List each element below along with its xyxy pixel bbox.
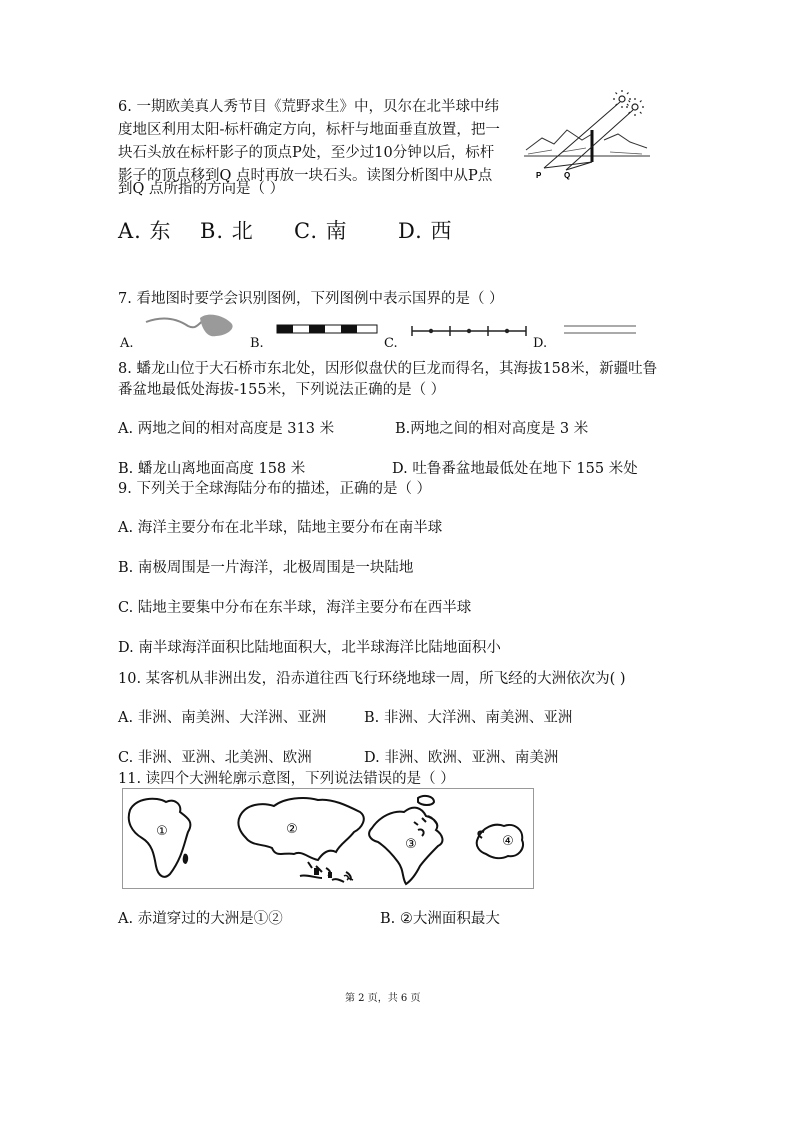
q6-line-1: 6. 一期欧美真人秀节目《荒野求生》中，贝尔在北半球中纬 xyxy=(118,99,499,115)
q6-line-4: 影子的顶点移到Q 点时再放一块石头。读图分析图中从P点 xyxy=(118,168,493,184)
q10-stem: 10. 某客机从非洲出发，沿赤道往西飞行环绕地球一周，所飞经的大洲依次为( ) xyxy=(118,671,626,687)
q8-option-a: A. 两地之间的相对高度是 313 米 xyxy=(118,421,335,437)
point-q-label: Q xyxy=(564,171,571,180)
q6-sun-pole-figure xyxy=(522,90,652,182)
q7-option-d-letter: D. xyxy=(533,336,548,351)
q8-option-c: B. 蟠龙山离地面高度 158 米 xyxy=(118,461,306,477)
q8-option-d: D. 吐鲁番盆地最低处在地下 155 米处 xyxy=(392,461,638,477)
q6-line-5: 到Q 点所指的方向是（ ） xyxy=(118,181,285,197)
q6-option-b: B. 北 xyxy=(200,219,254,243)
q11-option-a: A. 赤道穿过的大洲是①② xyxy=(118,911,283,927)
page-footer: 第 2 页，共 6 页 xyxy=(345,993,421,1004)
continent-asia xyxy=(238,798,363,860)
q9-stem: 9. 下列关于全球海陆分布的描述，正确的是（ ） xyxy=(118,481,432,497)
q6-option-d: D. 西 xyxy=(398,219,453,243)
q11-option-b: B. ②大洲面积最大 xyxy=(380,911,500,927)
q6-option-a: A. 东 xyxy=(118,219,172,243)
mountain-ridge xyxy=(526,130,647,150)
q8-line-1: 8. 蟠龙山位于大石桥市东北处，因形似盘伏的巨龙而得名，其海拔158米，新疆吐鲁 xyxy=(118,361,658,377)
q6-line-3: 块石头放在标杆影子的顶点P处，至少过10分钟以后，标杆 xyxy=(118,145,495,161)
q11-stem: 11. 读四个大洲轮廓示意图，下列说法错误的是（ ） xyxy=(118,771,455,787)
q7-legend-double-line xyxy=(562,322,638,338)
q7-stem: 7. 看地图时要学会识别图例，下列图例中表示国界的是（ ） xyxy=(118,291,504,307)
q7-legend-railway xyxy=(276,322,378,336)
point-p-label: P xyxy=(536,171,542,180)
q8-line-2: 番盆地最低处海拔-155米，下列说法正确的是（ ） xyxy=(118,382,446,398)
q7-option-a-letter: A. xyxy=(120,336,134,351)
q10-option-b: B. 非洲、大洋洲、南美洲、亚洲 xyxy=(364,710,573,726)
continent-label-1: ① xyxy=(156,824,168,839)
q9-option-d: D. 南半球海洋面积比陆地面积大，北半球海洋比陆地面积小 xyxy=(118,640,501,656)
continent-antarctica xyxy=(477,825,523,858)
q6-option-c: C. 南 xyxy=(294,219,348,243)
q9-option-c: C. 陆地主要集中分布在东半球，海洋主要分布在西半球 xyxy=(118,600,472,616)
q7-legend-national-boundary xyxy=(410,324,528,338)
q7-legend-river-lake xyxy=(142,312,242,344)
continent-label-3: ③ xyxy=(405,837,417,852)
q7-option-c-letter: C. xyxy=(384,336,398,351)
sun-ray xyxy=(544,102,620,168)
q10-option-d: D. 非洲、欧洲、亚洲、南美洲 xyxy=(364,750,559,766)
q7-option-b-letter: B. xyxy=(250,336,264,351)
shadow-line xyxy=(544,162,592,168)
q9-option-a: A. 海洋主要分布在北半球，陆地主要分布在南半球 xyxy=(118,520,443,536)
q9-option-b: B. 南极周围是一片海洋，北极周围是一块陆地 xyxy=(118,560,414,576)
q10-option-a: A. 非洲、南美洲、大洋洲、亚洲 xyxy=(118,710,327,726)
continent-label-4: ④ xyxy=(502,834,514,849)
q11-continents-figure xyxy=(122,788,534,890)
q10-option-c: C. 非洲、亚洲、北美洲、欧洲 xyxy=(118,750,312,766)
continent-label-2: ② xyxy=(286,822,298,837)
q8-option-b: B.两地之间的相对高度是 3 米 xyxy=(395,421,589,437)
q6-line-2: 度地区利用太阳-标杆确定方向，标杆与地面垂直放置，把一 xyxy=(118,122,500,138)
